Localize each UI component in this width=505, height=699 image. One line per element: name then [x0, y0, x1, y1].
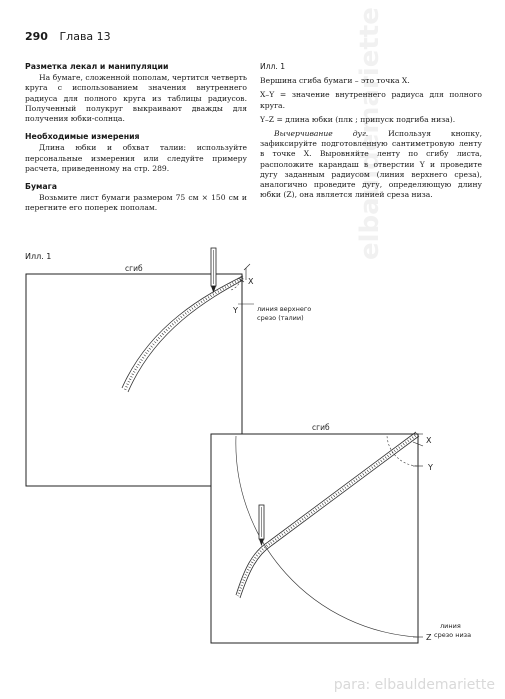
point-x-text: Вершина сгиба бумаги – это точка X.	[260, 76, 410, 86]
arc-instructions-lead: Вычерчивание дуг.	[274, 129, 369, 139]
figure-label: Илл. 1	[25, 252, 52, 261]
chapter-title: Глава 13	[59, 30, 111, 43]
fold-label-2: сгиб	[312, 423, 330, 432]
section-text-measurements: Длина юбки и обхват талии: используйте персональные измерения или следуйте примеру расчета, приведенному на стр. 289.	[25, 143, 247, 173]
yz-text: Y–Z = длина юбки (плк ; припуск подгиба низа).	[260, 114, 456, 124]
section-title-measurements: Необходимые измерения	[25, 132, 140, 142]
fold-label-1: сгиб	[125, 264, 143, 273]
xy-text: X–Y = значение внутреннего радиуса для полного круга.	[260, 90, 482, 110]
illustration-title: Илл. 1	[260, 62, 286, 71]
section-text-paper: Возьмите лист бумаги размером 75 см × 150 см и перегните его поперек пополам.	[25, 193, 247, 213]
point-x-label-2: X	[426, 436, 432, 445]
tape-measure-1	[122, 276, 243, 392]
paper-sheet-2	[211, 434, 418, 643]
point-y-label-2: Y	[428, 463, 433, 472]
point-x-label-1: X	[248, 277, 254, 286]
pencil-2	[259, 505, 264, 546]
section-text-markup: На бумаге, сложенной пополам, чертится четверть круга с использованием значения внутреннего радиуса для полного круга из таблицы радиусов. Полученный полукруг выкраивают дважды для получения юбки-солнца.	[25, 73, 247, 124]
hem-line-label-b: срезо низа	[434, 631, 472, 639]
pencil-1	[211, 248, 216, 293]
watermark: para: elbauldemariette	[333, 677, 495, 693]
point-y-label-1: Y	[233, 306, 238, 315]
point-z-label-2: Z	[426, 633, 432, 642]
side-watermark: elbauldemariette	[355, 7, 385, 260]
hem-line-label-a: линия	[440, 622, 461, 630]
waist-line-label-a: линия верхнего	[257, 305, 312, 313]
arc-instructions-body: Используя кнопку, зафиксируйте подготовленную сантиметровую ленту в точке X. Выровняйте ленту по сгибу листа, расположите карандаш в отверстии Y и проведите дугу заданным радиусом (линия верхнего среза), аналогично проведите дугу, определяющую длину юбки (Z), она является линией среза низа.	[260, 129, 482, 200]
waist-line-label-b: срезо (талии)	[257, 314, 304, 322]
page-number: 290	[25, 30, 48, 43]
section-title-markup: Разметка лекал и манипуляции	[25, 62, 169, 71]
section-title-paper: Бумага	[25, 182, 57, 192]
figure-two	[211, 423, 471, 643]
